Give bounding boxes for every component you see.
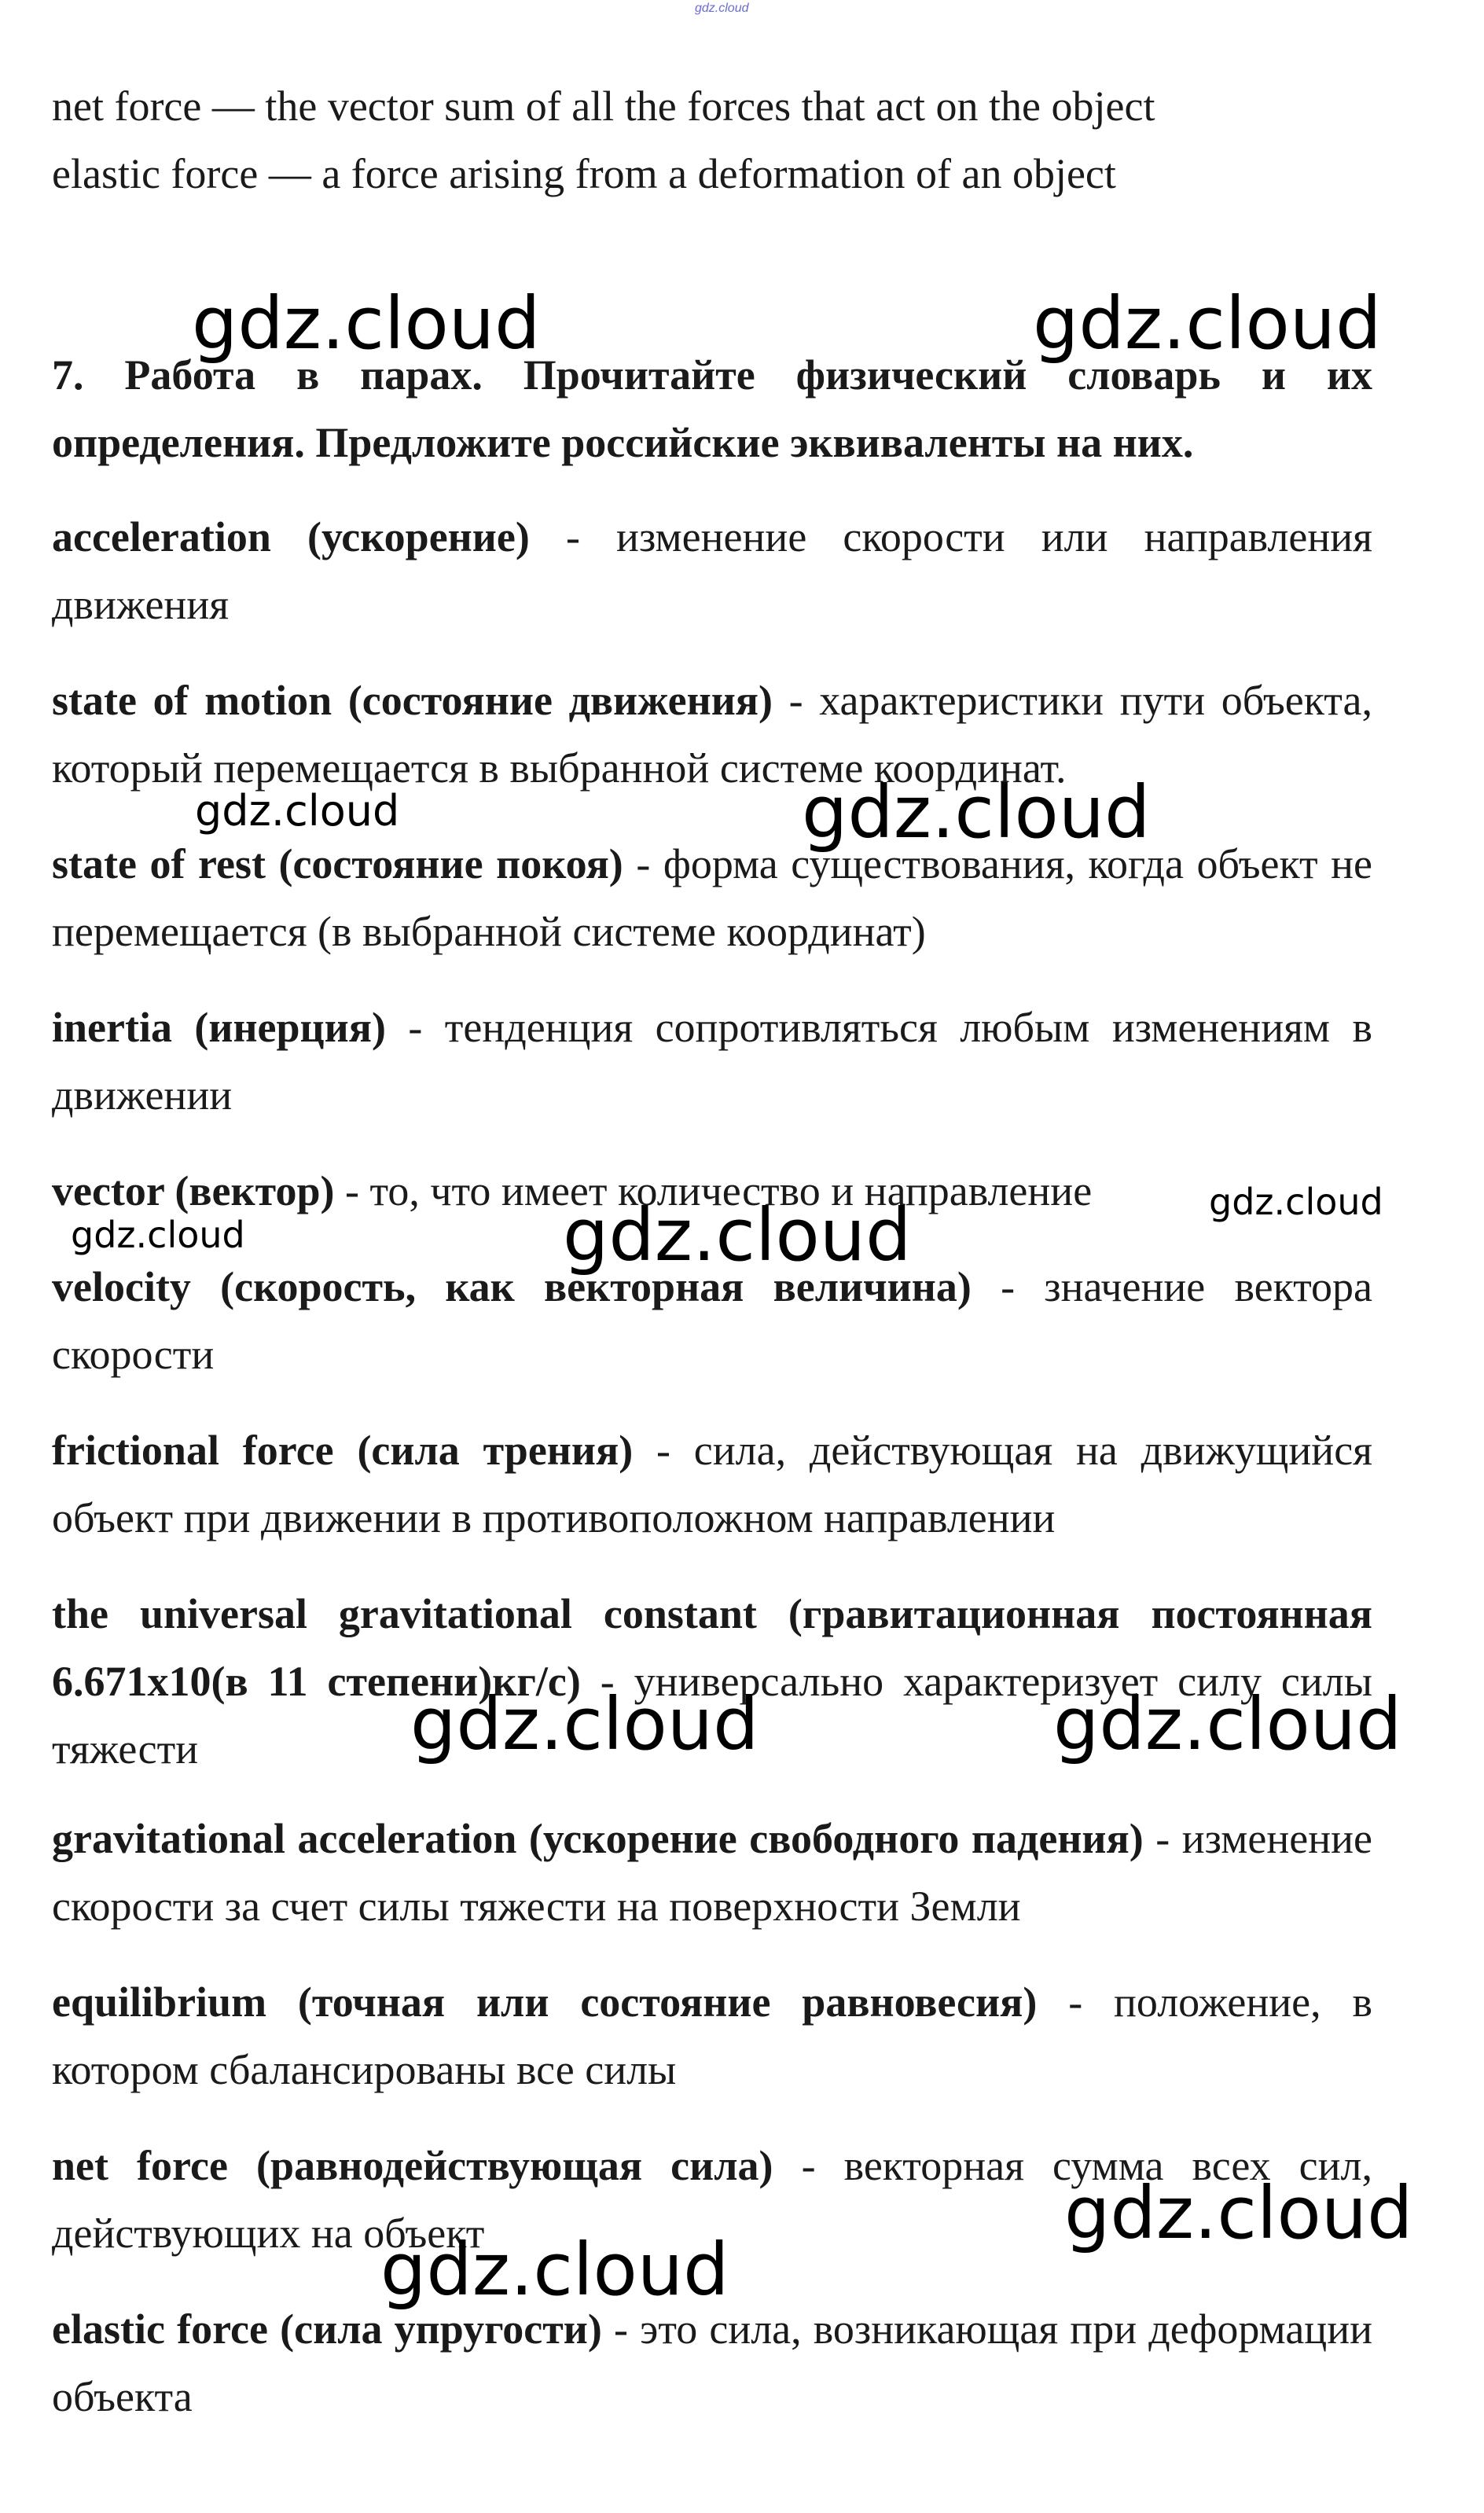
entry-term: elastic force (сила упругости) xyxy=(52,2305,602,2353)
entry-definition: - тенденция сопротивляться любым изменениям в движении xyxy=(52,1004,1372,1119)
glossary-entry xyxy=(52,1968,1372,2103)
entry-definition: - характеристики пути объекта, который перемещается в выбранной системе координат. xyxy=(52,677,1372,792)
entry-term: net force (равнодействующая сила) xyxy=(52,2142,773,2189)
watermark: gdz.cloud xyxy=(410,1682,759,1766)
glossary-entry xyxy=(52,994,1372,1129)
watermark: gdz.cloud xyxy=(1209,1181,1383,1223)
entry-term: state of motion (состояние движения) xyxy=(52,677,773,724)
entry-definition: - изменение скорости или направления движения xyxy=(52,513,1372,628)
entry-term: frictional force (сила трения) xyxy=(52,1427,634,1474)
entry-term: equilibrium (точная или состояние равновесия) xyxy=(52,1978,1038,2026)
watermark: gdz.cloud xyxy=(563,1193,912,1277)
glossary-entry xyxy=(52,1580,1372,1783)
entry-definition: - изменение скорости за счет силы тяжести на поверхности Земли xyxy=(52,1815,1372,1930)
entry-definition: - векторная сумма всех сил, действующих на объект xyxy=(52,2142,1372,2257)
glossary-entry xyxy=(52,1805,1372,1940)
watermark: gdz.cloud xyxy=(1033,281,1382,366)
entry-term: gravitational acceleration (ускорение свободного падения) xyxy=(52,1815,1144,1862)
header-watermark: gdz.cloud xyxy=(695,2,749,15)
intro-line: net force — the vector sum of all the forces that act on the object xyxy=(52,83,1155,130)
entry-definition: - сила, действующая на движущийся объект при движении в противоположном направлении xyxy=(52,1427,1372,1541)
watermark: gdz.cloud xyxy=(195,786,400,836)
watermark: gdz.cloud xyxy=(1064,2171,1413,2255)
intro-block xyxy=(52,72,1155,208)
entry-definition: - это сила, возникающая при деформации объекта xyxy=(52,2305,1372,2420)
glossary-entry xyxy=(52,830,1372,965)
glossary-entry xyxy=(52,667,1372,802)
watermark: gdz.cloud xyxy=(192,281,541,366)
watermark: gdz.cloud xyxy=(71,1214,245,1256)
glossary-entry xyxy=(52,2295,1372,2430)
glossary-entry xyxy=(52,503,1372,638)
entry-term: inertia (инерция) xyxy=(52,1004,386,1051)
entry-definition: - положение, в котором сбалансированы все силы xyxy=(52,1978,1373,2093)
entry-term: acceleration (ускорение) xyxy=(52,513,530,560)
glossary-entry xyxy=(52,1416,1372,1552)
entry-term: velocity (скорость, как векторная величина) xyxy=(52,1263,972,1310)
entry-definition: - универсально характеризует силу силы тяжести xyxy=(52,1658,1372,1773)
glossary-entry xyxy=(52,1157,1372,1225)
watermark: gdz.cloud xyxy=(1053,1682,1402,1766)
watermark: gdz.cloud xyxy=(380,2228,729,2312)
intro-line: elastic force — a force arising from a deformation of an object xyxy=(52,150,1116,197)
glossary-entry xyxy=(52,1253,1372,1388)
watermark: gdz.cloud xyxy=(802,770,1151,854)
entry-term: vector (вектор) xyxy=(52,1167,335,1214)
task-heading: 7. Работа в парах. Прочитайте физический словарь и их определения. Предложите российские эквиваленты на них. xyxy=(52,351,1372,466)
glossary-entry xyxy=(52,2132,1372,2267)
entry-definition: - форма существования, когда объект не перемещается (в выбранной системе координат) xyxy=(52,840,1373,955)
entry-definition: - значение вектора скорости xyxy=(52,1263,1372,1378)
entry-term: the universal gravitational constant (гравитационная постоянная 6.671x10(в 11 степени)кг/с) xyxy=(52,1590,1372,1705)
entry-definition: - то, что имеет количество и направление xyxy=(334,1167,1093,1214)
entry-term: state of rest (состояние покоя) xyxy=(52,840,623,887)
